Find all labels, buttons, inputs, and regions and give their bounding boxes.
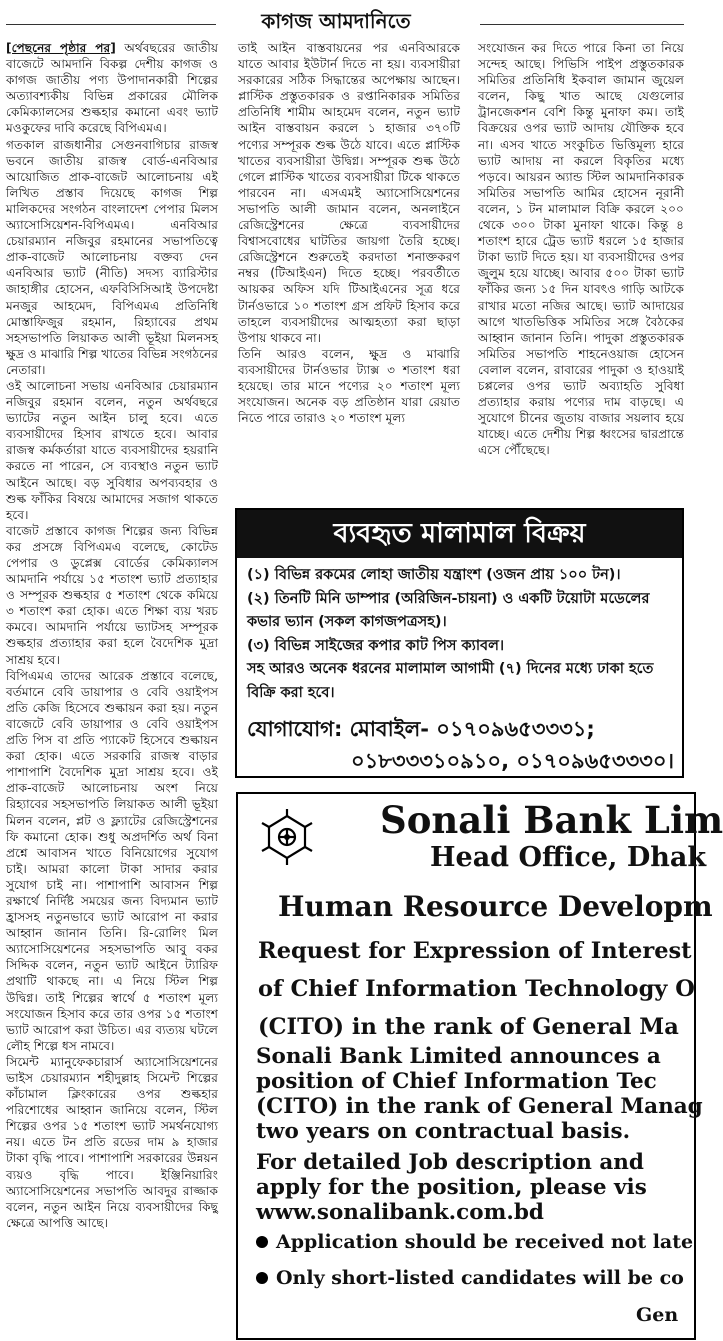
bank-name: Sonali Bank Lim: [380, 798, 723, 842]
article-paragraph: সিমেন্ট ম্যানুফেকচারার্স অ্যাসোসিয়েশনের ভাইস চেয়ারম্যান শহীদুল্লাহ সিমেন্ট শিল্পের কাঁচামাল ক্লিংকারের ওপর শুল্কহার পরিশোধের আহ্বান জানিয়ে বলেন, স্টিল শিল্পের ওপর ১৫ শতাংশ ভ্যাট সমর্থনযোগ্য নয়। এতে টন প্রতি রডের দাম ৯ হাজার টাকা বৃদ্ধি পাবে। পাশাপাশি সরকারের উন্নয়ন ব্যয়ও বৃদ্ধি পাবে। ইঞ্জিনিয়ারিং অ্যাসোসিয়েশনের সভাপতি আবদুর রাজ্জাক বলেন, নতুন আইন নিয়ে ব্যবসায়ীদের কিছু ক্ষেত্রে আপত্তি আছে।: [6, 1054, 218, 1230]
sale-item: (২) তিনটি মিনি ডাম্পার (অরিজিন-চায়না) ও একটি টয়োটা মডেলের কভার ভ্যান (সকল কাগজপত্রসহ)।: [247, 590, 650, 630]
bullet-icon: [256, 1236, 268, 1248]
department-title: Human Resource Developm: [278, 890, 713, 923]
article-paragraph: ওই আলোচনা সভায় এনবিআর চেয়ারম্যান নজিবুর রহমান বলেন, নতুন অর্থবছরে ভ্যাটের নতুন আইন চালু হবে। এতে ব্যবসায়ীদের হিসাব রাখতে হবে। আবার রাজস্ব কর্মকর্তারা যাতে ব্যবসায়ীদের হয়রানি করতে না পারেন, সে ব্যবস্থাও নতুন ভ্যাট আইনে আছে। বড় সুবিধার অপব্যবহার ও শুল্ক ফাঁকির বিষয়ে আমাদের সজাগ থাকতে হবে।: [6, 378, 218, 522]
sonali-bank-ad: [236, 792, 723, 1340]
article-paragraph: [পেছনের পৃষ্ঠার পর] অর্থবছরের জাতীয় বাজেটে আমদানি বিকল্প দেশীয় কাগজ ও কাগজ জাতীয় পণ্য উপাদানকারী শিল্পের অত্যাবশ্যকীয় বিভিন্ন প্রকারের মৌলিক কেমিক্যালসের শুল্কহার কমানো এবং ভ্যাট মওকুফের দাবি করেছে বিপিএমএ।: [6, 41, 218, 136]
bank-logo-icon: [258, 808, 316, 866]
contact-line: যোগাযোগ: মোবাইল- ০১৭০৯৬৫৩৩৩১;: [247, 717, 595, 741]
article-column-1: [6, 40, 218, 1338]
article-column-3: [478, 40, 684, 492]
detail-text: For detailed Job description and apply for the position, please vis www.sonalibank.com.bd: [256, 1150, 647, 1225]
sale-item: (৩) বিভিন্ন সাইজের কপার কাট পিস ক্যাবল।: [247, 637, 505, 654]
sale-item: (১) বিভিন্ন রকমের লোহা জাতীয় যন্ত্রাংশ (ওজন প্রায় ১০০ টন)।: [247, 567, 621, 583]
bullet-item: Only short-listed candidates will be co: [256, 1260, 693, 1296]
request-heading: Request for Expression of Interest of Chief Information Technology O (CITO) in the rank of General Ma: [258, 938, 695, 1040]
header-rule-right: [480, 24, 684, 25]
continuation-label: [পেছনের পৃষ্ঠার পর]: [6, 41, 116, 55]
article-paragraph: গতকাল রাজধানীর সেগুনবাগিচার রাজস্ব ভবনে জাতীয় রাজস্ব বোর্ড-এনবিআর আয়োজিত প্রাক-বাজেট আলোচনায় এই লিখিত প্রস্তাব দিয়েছে কাগজ শিল্প মালিকদের সংগঠন বাংলাদেশ পেপার মিলস অ্যাসোসিয়েশন-বিপিএমএ। এনবিআর চেয়ারম্যান নজিবুর রহমানের সভাপতিত্বে প্রাক-বাজেট আলোচনায় বক্তব্য দেন এনবিআর ভ্যাট (নীতি) সদস্য ব্যারিস্টার জাহাঙ্গীর হোসেন, এফবিসিসিআই উপদেষ্টা মনজুর আহমেদ, বিপিএমএ প্রতিনিধি মোস্তাফিজুর রহমান, রিহ্যাবের প্রথম সহসভাপতি লিয়াকত আলী ভূইয়া মিলনসহ ক্ষুদ্র ও মাঝারি শিল্প খাতের বিভিন্ন সংগঠনের নেতারা।: [6, 137, 218, 377]
sale-ad-title: ব্যবহৃত মালামাল বিক্রয়: [237, 510, 682, 558]
header-rule-left: [6, 24, 216, 25]
contact-line: ০১৮৩৩৩১০৯১০, ০১৭০৯৬৫৩৩৩০।: [351, 749, 674, 773]
bullet-icon: [256, 1272, 268, 1284]
bullet-item: Application should be received not late: [256, 1224, 693, 1260]
article-paragraph: তিনি আরও বলেন, ক্ষুদ্র ও মাঝারি ব্যবসায়ীদের টার্নওভার ট্যাক্স ৩ শতাংশ ধরা হয়েছে। তার মানে পণ্যের ২০ শতাংশ মূল্য সংযোজন। অনেক বড় প্রতিষ্ঠান যারা রেয়াত নিতে পারে তারাও ২০ শতাংশ মূল্য: [238, 346, 460, 426]
bullet-list: [256, 1224, 693, 1296]
article-paragraph: বাজেট প্রস্তাবে কাগজ শিল্পের জন্য বিভিন্ন কর প্রসঙ্গে বিপিএমএ বলেছে, কোটেড পেপার ও ডুপ্লেক্স বোর্ডের কেমিক্যালস আমদানি পর্যায়ে ১৫ শতাংশ ভ্যাট প্রত্যাহার ও সম্পূরক শুল্কহার ৫ শতাংশ থেকে কমিয়ে ৩ শতাংশ করা হোক। এতে শিক্ষা ব্যয় খরচ কমবে। আমদানি পর্যায়ে ভ্যাটসহ সম্পূরক শুল্কহার প্রত্যাহার করা হলে বৈদেশিক মুদ্রা সাশ্রয় হবে।: [6, 523, 218, 667]
article-paragraph: তাই আইন বাস্তবায়নের পর এনবিআরকে যাতে আবার ইউটার্ন দিতে না হয়। ব্যবসায়ীরা সরকারের সঠিক সিদ্ধান্তের অপেক্ষায় আছেন। প্লাস্টিক প্রস্তুতকারক ও রপ্তানিকারক সমিতির প্রতিনিধি শামীম আহমেদ বলেন, নতুন ভ্যাট আইন বাস্তবায়ন করলে ১ হাজার ৩৭০টি পণ্যের সম্পূরক শুল্ক উঠে যাবে। এতে প্লাস্টিক খাতের ব্যবসায়ীরা উদ্বিগ্ন। সম্পূরক শুল্ক উঠে গেলে প্লাস্টিক খাতের ব্যবসায়ীরা টিকে থাকতে পারবেন না। এসএমই অ্যাসোসিয়েশনের সভাপতি আলী জামান বলেন, অনলাইনে রেজিস্ট্রেশনের ক্ষেত্রে ব্যবসায়ীদের বিশ্বাসবোধের ঘাটতির জায়গা তৈরি হচ্ছে। রেজিস্ট্রেশনে শুরুতেই করদাতা শনাক্তকরণ নম্বর (টিআইএন) দিতে হচ্ছে। পরবর্তীতে আয়কর অফিস যদি টিআইএনের সূত্র ধরে টার্নওভারে ১০ শতাংশ গ্রস প্রফিট হিসাব করে তাহলে ব্যবসায়ীদের আত্মহত্যা করা ছাড়া উপায় থাকবে না।: [238, 41, 460, 345]
article-paragraph: বিপিএমএ তাদের আরেক প্রস্তাবে বলেছে, বর্তমানে বেবি ডায়াপার ও বেবি ওয়াইপস প্রতি কেজি হিসেবে শুল্কায়ন করা হয়। নতুন বাজেটে বেবি ডায়াপার ও বেবি ওয়াইপস প্রতি পিস বা প্রতি প্যাকেট হিসেবে শুল্কায়ন করা হোক। এতে সরকারি রাজস্ব বাড়ার পাশাপাশি বৈদেশিক মুদ্রা সাশ্রয় হবে। ওই প্রাক-বাজেট আলোচনায় অংশ নিয়ে রিহ্যাবের সহসভাপতি লিয়াকত আলী ভূইয়া মিলন বলেন, প্লট ও ফ্ল্যাটের রেজিস্ট্রেশনের ফি কমানো হোক। শুধু অপ্রদর্শিত অর্থ বিনা প্রশ্নে আবাসন খাতে বিনিয়োগের সুযোগ চাই। আমরা কালো টাকা সাদার করার সুযোগ চাই না। পাশাপাশি আবাসন শিল্প রক্ষার্থে নির্দিষ্ট সময়ের জন্য বিদ্যমান ভ্যাট হ্রাসসহ নতুনভাবে ভ্যাট আরোপ না করার আহ্বান জানান তিনি। রি-রোলিং মিল অ্যাসোসিয়েশনের সহসভাপতি আবু বকর সিদ্দিক বলেন, নতুন ভ্যাট আইনে ট্যারিফ প্রথাটি থাকছে না। এ নিয়ে স্টিল শিল্প উদ্বিগ্ন। তাই শিল্পের স্বার্থে ৫ শতাংশ মূল্য সংযোজন হিসাব করে তার ওপর ১৫ শতাংশ ভ্যাট আরোপ করা উচিত। এর ব্যত্যয় ঘটলে লৌহ শিল্পে ধস নামবে।: [6, 668, 218, 1053]
sale-ad-body: [237, 558, 682, 777]
article-column-2: [238, 40, 460, 492]
announcement-text: Sonali Bank Limited announces a position of Chief Information Tec (CITO) in the rank of General Manag two years on contractual basis.: [256, 1044, 703, 1144]
bank-head-office: Head Office, Dhak: [430, 842, 707, 873]
sale-contact: [247, 713, 674, 777]
article-headline: কাগজ আমদানিতে: [261, 9, 411, 33]
signature-fragment: Gen: [636, 1304, 679, 1326]
used-goods-sale-ad: [235, 508, 684, 778]
bank-website: www.sonalibank.com.bd: [256, 1200, 544, 1225]
article-paragraph: সংযোজন কর দিতে পারে কিনা তা নিয়ে সন্দেহ আছে। পিভিসি পাইপ প্রস্তুতকারক সমিতির প্রতিনিধি ইকবাল জামান জুয়েল বলেন, কিছু খাত আছে যেগুলোর ট্রানজেকশন বেশি কিন্তু মুনাফা কম। তাই বিক্রয়ের ওপর ভ্যাট আদায় যৌক্তিক হবে না। এসব খাতে সংকুচিত ভিত্তিমূল্য হারে ভ্যাট আদায় না করলে বিকৃতির মধ্যে পড়বে। আয়রন অ্যান্ড স্টিল আমদানিকারক সমিতির সভাপতি আমির হোসেন নূরানী বলেন, ১ টন মালামাল বিক্রি করলে ২০০ থেকে ৩০০ টাকা মুনাফা থাকে। কিন্তু ৪ শতাংশ হারে ট্রেড ভ্যাট ধরলে ১৫ হাজার টাকা ভ্যাট দিতে হয়। যা ব্যবসায়ীদের ওপর জুলুম হয়ে যাচ্ছে। আবার ৫০০ টাকা ভ্যাট ফাঁকির জন্য ১৫ দিন যাবৎও গাড়ি আটকে রাখার মতো নজির আছে। ভ্যাট আদায়ের আগে খাতভিত্তিক সমিতির সঙ্গে বৈঠকের আহ্বান জানান তিনি। পাদুকা প্রস্তুতকারক সমিতির সভাপতি শাহনেওয়াজ হোসেন বেলাল বলেন, রাবারের পাদুকা ও হাওয়াই চপ্পলের ওপর ভ্যাট অব্যাহতি সুবিধা প্রত্যাহার করায় পণ্যের দাম বাড়ছে। এ সুযোগে চীনের জুতায় বাজার সয়লাব হয়ে যাচ্ছে। এতে দেশীয় শিল্প ধ্বংসের দ্বারপ্রান্তে এসে পৌঁছেছে।: [478, 41, 684, 458]
sale-note: সহ আরও অনেক ধরনের মালামাল আগামী (৭) দিনের মধ্যে ঢাকা হতে বিক্রি করা হবে।: [247, 661, 654, 701]
